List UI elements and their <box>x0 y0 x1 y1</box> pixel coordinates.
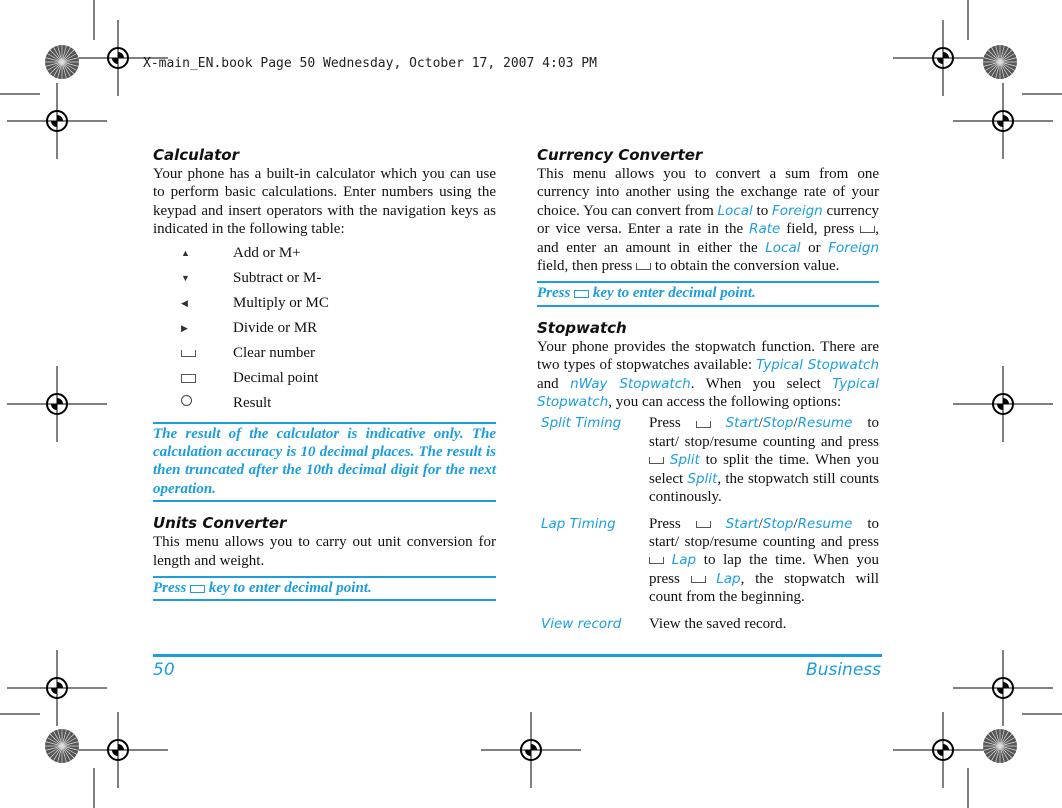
start-term: Start <box>725 515 759 532</box>
text: , the stopwatch still counts continously. <box>649 470 879 506</box>
note-text: Press <box>153 580 187 597</box>
crosshair-mark <box>893 20 993 96</box>
text: to split the time. When you select <box>649 452 879 487</box>
key-label: Decimal point <box>233 369 319 386</box>
split-term: Split <box>687 470 718 487</box>
units-heading: Units Converter <box>153 514 287 533</box>
resume-term: Resume <box>797 415 853 432</box>
text: and <box>537 375 559 392</box>
section-name: Business <box>806 660 881 680</box>
crosshair-mark <box>953 650 1053 726</box>
note-text: key to enter decimal point. <box>592 285 756 302</box>
crosshair-mark <box>953 366 1053 442</box>
option-label: Split Timing <box>541 415 622 432</box>
key-label: Subtract or M- <box>233 269 322 286</box>
start-term: Start <box>725 415 759 432</box>
option-desc: Press Start/Stop/Resume to start/ stop/resume counting and press Lap to lap the time. When you press Lap, the stopwatch will count from the beginning. <box>649 515 880 606</box>
calculator-note: The result of the calculator is indicative only. The calculation accuracy is 10 decimal places. The result is then truncated after the 10th decimal digit for the next operation. <box>153 422 496 503</box>
foreign-term: Foreign <box>771 202 823 219</box>
local-term: Local <box>765 239 801 256</box>
text: Press <box>649 415 681 432</box>
foreign-term: Foreign <box>828 239 880 256</box>
text: , and enter an amount in either the <box>537 221 880 256</box>
option-desc: View the saved record. <box>649 615 787 632</box>
calculator-heading: Calculator <box>153 146 239 164</box>
crosshair-mark <box>68 712 168 788</box>
starburst-mark <box>983 729 1017 763</box>
text: to obtain the conversion value. <box>654 258 840 275</box>
local-term: Local <box>717 202 753 219</box>
key-label: Multiply or MC <box>233 294 329 311</box>
split-term: Split <box>669 452 700 469</box>
key-label: Divide or MR <box>233 319 318 336</box>
note-text: key to enter decimal point. <box>208 580 372 597</box>
page-number: 50 <box>153 660 175 680</box>
nway-stopwatch-term: nWay Stopwatch <box>570 375 691 392</box>
crosshair-mark <box>68 20 168 96</box>
print-header: X-main_EN.book Page 50 Wednesday, October 17, 2007 4:03 PM <box>143 56 597 71</box>
crosshair-mark <box>893 712 993 788</box>
text: to lap the time. When you press <box>649 552 880 587</box>
text: to <box>756 202 769 219</box>
stop-term: Stop <box>762 515 794 532</box>
option-desc: Press Start/Stop/Resume to start/ stop/resume counting and press Split to split the time. When you select Split, the stopwatch still counts continously. <box>649 415 880 506</box>
text: , the stopwatch will count from the beginning. <box>649 570 880 606</box>
crosshair-mark <box>7 20 1053 788</box>
text: to start/ stop/resume counting and press <box>649 515 880 550</box>
starburst-mark <box>45 729 79 763</box>
note-text: Press <box>537 285 571 302</box>
rate-term: Rate <box>749 221 781 238</box>
option-label: View record <box>541 615 622 632</box>
option-label: Lap Timing <box>541 515 616 532</box>
up-key-icon: ▲ <box>181 247 190 258</box>
key-label: Clear number <box>233 344 316 361</box>
calculator-intro: Your phone has a built-in calculator which you can use to perform basic calculations. Enter numbers using the keypad and insert operators with the navigation keys as indicated in the following table: <box>153 166 496 238</box>
stop-term: Stop <box>762 415 794 432</box>
starburst-mark <box>45 45 79 79</box>
crosshair-mark <box>481 712 581 788</box>
key-label: Result <box>233 394 272 411</box>
text: Press <box>649 515 681 532</box>
text: or <box>808 239 821 256</box>
lap-term: Lap <box>671 552 697 569</box>
text: . When you select <box>690 375 821 392</box>
text: to start/ stop/resume counting and press <box>649 415 880 450</box>
currency-heading: Currency Converter <box>537 146 703 164</box>
text: field, press <box>786 221 855 238</box>
key-label: Add or M+ <box>233 244 301 261</box>
resume-term: Resume <box>797 515 853 532</box>
units-body: This menu allows you to carry out unit conversion for length and weight. <box>153 534 496 569</box>
typical-stopwatch-term: Typical Stopwatch <box>537 375 880 411</box>
text: This menu allows you to convert a sum from one currency into another using the exchange rate of your choice. You can convert from <box>537 166 879 219</box>
crosshair-mark <box>7 650 107 726</box>
crosshair-mark <box>7 366 107 442</box>
right-key-icon: ▶ <box>181 322 188 333</box>
left-key-icon: ◀ <box>181 297 188 308</box>
text: , you can access the following options: <box>608 394 842 411</box>
down-key-icon: ▼ <box>181 272 190 283</box>
lap-term: Lap <box>716 570 741 587</box>
stopwatch-heading: Stopwatch <box>537 318 627 337</box>
text: Your phone provides the stopwatch function. There are two types of stopwatches available: <box>537 338 879 374</box>
typical-stopwatch-term: Typical Stopwatch <box>756 357 879 374</box>
text: currency or vice versa. Enter a rate in the <box>537 202 879 238</box>
text: field, then press <box>537 258 633 275</box>
starburst-mark <box>983 45 1017 79</box>
